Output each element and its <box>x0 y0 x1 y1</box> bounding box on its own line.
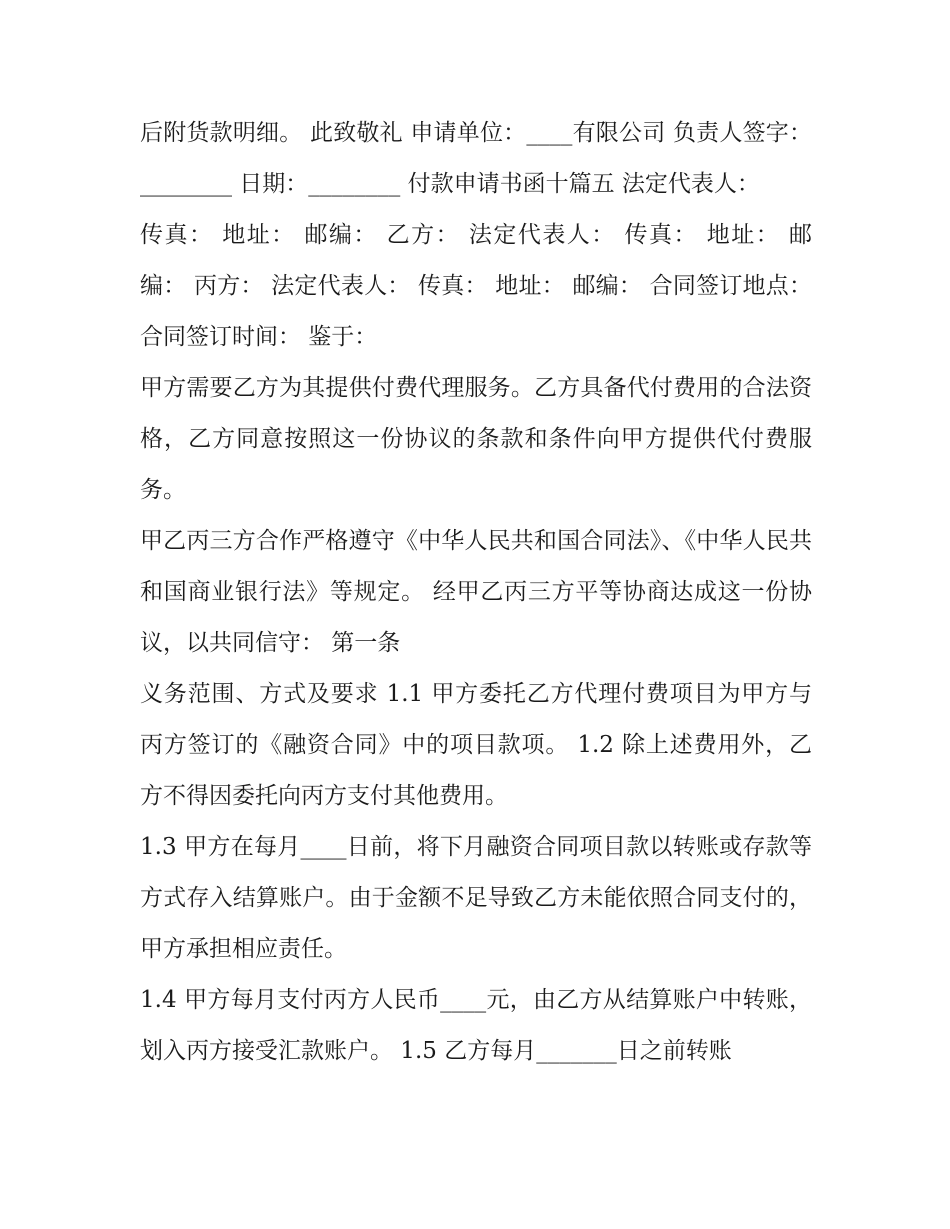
paragraph-article-1-3: 1.3 甲方在每月____日前，将下月融资合同项目款以转账或存款等方式存入结算账户。由于金额不足导致乙方未能依照合同支付的，甲方承担相应责任。 <box>140 834 812 962</box>
paragraph-legal-basis: 甲乙丙三方合作严格遵守《中华人民共和国合同法》、《中华人民共和国商业银行法》等规定。 经甲乙丙三方平等协商达成这一份协议，以共同信守： 第一条 <box>140 528 812 656</box>
paragraph-article-1-4: 1.4 甲方每月支付丙方人民币____元，由乙方从结算账户中转账，划入丙方接受汇款账户。 1.5 乙方每月_______日之前转账 <box>140 987 812 1064</box>
paragraph-article-1-scope: 义务范围、方式及要求 1.1 甲方委托乙方代理付费项目为甲方与丙方签订的《融资合同》中的项目款项。 1.2 除上述费用外，乙方不得因委托向丙方支付其他费用。 <box>140 681 812 809</box>
paragraph-party-info: 传真： 地址： 邮编： 乙方： 法定代表人： 传真： 地址： 邮编： 丙方： 法定代表人： 传真： 地址： 邮编： 合同签订地点： 合同签订时间： 鉴于： <box>140 222 812 350</box>
document-body <box>140 108 812 1077</box>
paragraph-closing-signature: 后附货款明细。 此致敬礼 申请单位：____有限公司 负责人签字：________ 日期：________ 付款申请书函十篇五 法定代表人： <box>140 120 812 197</box>
paragraph-recital: 甲方需要乙方为其提供付费代理服务。乙方具备代付费用的合法资格，乙方同意按照这一份协议的条款和条件向甲方提供代付费服务。 <box>140 375 812 503</box>
